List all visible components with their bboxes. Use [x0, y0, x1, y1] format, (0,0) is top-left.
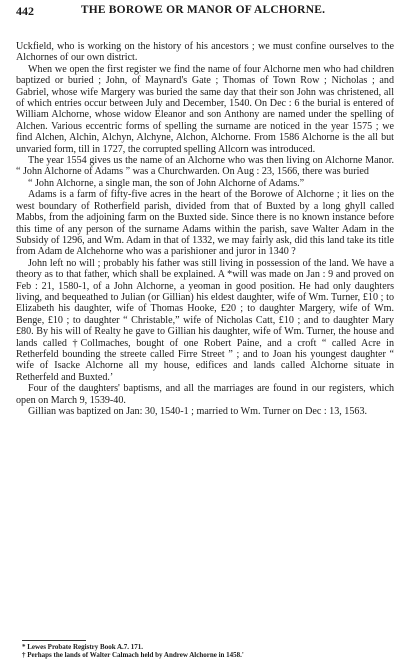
- paragraph: Adams is a farm of fifty-five acres in the heart of the Borowe of Alchorne ; it lies on the west boundary of Rotherfield parish, divided from that of Buxted by a long ghyll called Mabbs, from the adjoining farm on the Buxted side. Since there is no known instance before this time of any person of the surname Adams within the parish, save Walter Adam in the Subsidy of 1296, and Wm. Adam in that of 1332, we may fairly ask, did this land take its title from Adam de Alchehorne who was a parishioner and juror in 1340 ?: [16, 189, 394, 258]
- paragraph-quote: “ John Alchorne, a single man, the son of John Alchorne of Adams.”: [28, 177, 305, 189]
- footnotes: [22, 643, 392, 659]
- paragraph: John left no will ; probably his father was still living in possession of the land. We have a theory as to that father, which shall be explained. A *will was made on Jan : 9 and proved on Feb : 21, 1580-1, of a John Alchorne, a yeoman in good position. He had only daughters living, and bequeathed to Julian (or Gillian) his eldest daughter, wife of Wm. Turner, £10 ; to Elizabeth his daughter, wife of Thomas Hooke, £20 ; to daughter Margery, wife of Wm. Benge, £10 ; to daughter “ Christable,” wife of Nicholas Catt, £10 ; and to daughter Mary £80. By his will of Realty he gave to Gillian his daughter, wife of Wm. Turner, the house and lands called †Collmaches, bought of one Robert Paine, and a croft “ called Acre in Retherfeld bounding the streete called Firre Street ” ; and to Joan his youngest daughter “ wife of Isacke Alchorne all my house, edifices and lands called Alchorne situate in Retherfeld and Buxted.’: [16, 257, 394, 383]
- page-header: [16, 4, 390, 24]
- body-text: [16, 41, 394, 417]
- footnote: † Perhaps the lands of Walter Calmach held by Andrew Alchorne in 1458.': [22, 651, 244, 659]
- footnote-divider: [22, 640, 86, 641]
- paragraph: The year 1554 gives us the name of an Alchorne who was then living on Alchorne Manor. “ John Alchorne of Adams ” was a Churchwarden. On Aug : 23, 1566, there was buried: [16, 155, 394, 178]
- page-number: 442: [16, 4, 34, 18]
- paragraph: Four of the daughters' baptisms, and all the marriages are found in our registers, which open on March 9, 1539-40.: [16, 383, 394, 406]
- running-title: THE BOROWE OR MANOR OF ALCHORNE.: [80, 4, 326, 16]
- paragraph: Gillian was baptized on Jan: 30, 1540-1 ; married to Wm. Turner on Dec : 13, 1563.: [28, 406, 368, 417]
- paragraph: When we open the first register we find the name of four Alchorne men who had children baptized or buried ; John, of Maynard's Gate ; Thomas of Town Row ; Nicholas ; and Gabriel, whose wife Margery was buried the same day that their son John was christened, all of which entries occur between July and December, 1540. On Dec : 6 the burial is entered of William Alchorne, whose widow Eleanor and son Anthony are named under the spelling of Alchen. Various eccentric forms of spelling the surname are noticed in the year 1575 ; we find Alchen, Alchin, Alchyn, Alchyne, Alchon, Alchorne. From 1586 Alchorne is the all but unvaried form, till in 1727, the corrupted spelling Allcorn was introduced.: [16, 63, 394, 155]
- footnote: * Lewes Probate Registry Book A.7. 171.: [22, 643, 143, 651]
- paragraph: Uckfield, who is working on the history of his ancestors ; we must confine ourselves to the Alchornes of our own district.: [16, 41, 394, 64]
